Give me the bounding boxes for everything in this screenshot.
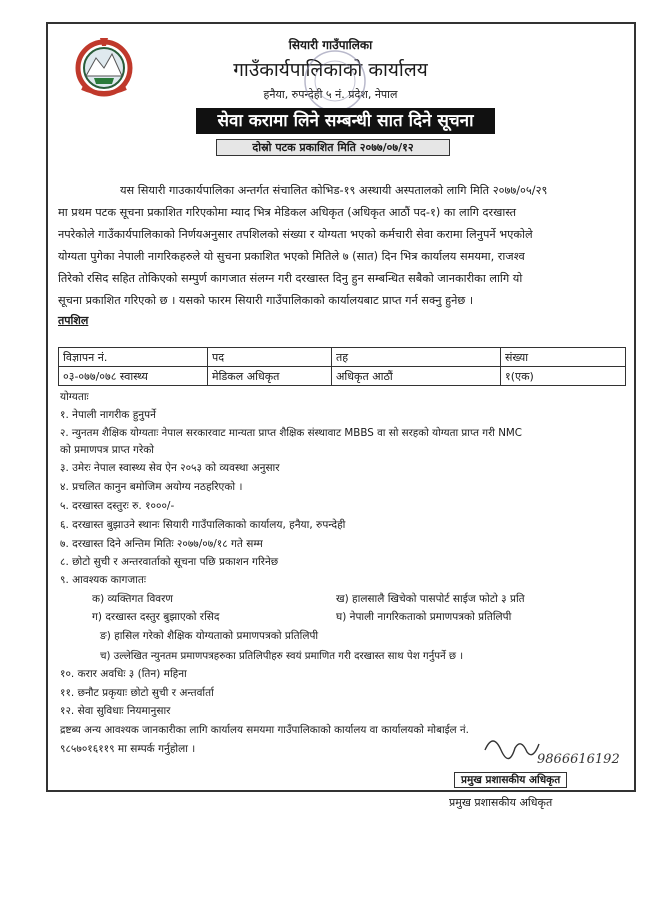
contact-note: द्रष्टब्य अन्य आवश्यक जानकारीका लागि कार्यालय समयमा गाउँपालिकाको कार्यालय वा कार्यालयको मोबाईल नं.	[60, 724, 469, 736]
qualification-item: ५. दरखास्त दस्तुरः रु. १०००/-	[60, 500, 175, 512]
table-cell: मेडिकल अधिकृत	[208, 367, 332, 386]
table-cell: अधिकृत आठौं	[332, 367, 501, 386]
table-header-cell: संख्या	[501, 348, 626, 367]
qualification-item: २. न्युनतम शैक्षिक योग्यताः नेपाल सरकारवाट मान्यता प्राप्त शैक्षिक संस्थावाट MBBS वा सो सरहको योग्यता प्राप्त गरी NMC	[60, 427, 522, 439]
body-line: यस सियारी गाउकार्यपालिका अन्तर्गत संचालित कोभिड-१९ अस्थायी अस्पतालको लागि मिति २०७७/०५/२९	[120, 184, 548, 197]
document-item: च) उल्लेखित न्युनतम प्रमाणपत्रहरुका प्रतिलिपीहरु स्वयं प्रमाणित गरी दरखास्त साथ पेश गर्नुपर्ने छ ।	[100, 651, 464, 662]
document-item: ख) हालसालै खिचेको पासपोर्ट साईज फोटो ३ प्रति	[336, 593, 525, 605]
second-publication-date: दोस्रो पटक प्रकाशित मिति २०७७/०७/१२	[216, 139, 450, 156]
table-header-row	[59, 348, 626, 367]
qualification-item: ९. आवश्यक कागजातः	[60, 574, 146, 586]
vacancy-table	[58, 347, 626, 386]
qualification-item: १२. सेवा सुविधाः नियमानुसार	[60, 705, 171, 717]
table-cell: १(एक)	[501, 367, 626, 386]
body-line: तिरेको रसिद सहित तोकिएको सम्पुर्ण कागजात संलग्न गरी दरखास्त दिनु हुन सम्बन्धित सबैको जानकारीका लागि यो	[58, 272, 523, 285]
contact-number: ९८५७०१६११९ मा सम्पर्क गर्नुहोला ।	[60, 743, 196, 755]
table-header-cell: विज्ञापन नं.	[59, 348, 208, 367]
qualification-item: १. नेपाली नागरीक हुनुपर्ने	[60, 409, 156, 421]
qualification-item: ८. छोटो सुची र अन्तरवार्ताको सूचना पछि प्रकाशन गरिनेछ	[60, 556, 279, 568]
qualification-item: ७. दरखास्त दिने अन्तिम मितिः २०७७/०७/१८ गते सम्म	[60, 538, 263, 550]
table-header-cell: तह	[332, 348, 501, 367]
table-cell: ०३-०७७/०७८ स्वास्थ्य	[59, 367, 208, 386]
table-row	[59, 367, 626, 386]
table-header-cell: पद	[208, 348, 332, 367]
qualification-item: ११. छनौट प्रकृयाः छोटो सुची र अन्तर्वार्ता	[60, 687, 214, 699]
signatory-title: प्रमुख प्रशासकीय अधिकृत	[449, 796, 553, 809]
document-item: ग) दरखास्त दस्तुर बुझाएको रसिद	[92, 611, 220, 623]
document-item: ङ) हासिल गरेको शैक्षिक योग्यताको प्रमाणपत्रको प्रतिलिपी	[100, 630, 319, 642]
qualifications-heading: योग्यताः	[60, 391, 89, 403]
qualification-item: ६. दरखास्त बुझाउने स्थानः सियारी गाउँपालिकाको कार्यालय, हनैया, रुपन्देही	[60, 519, 346, 531]
body-line: योग्यता पुगेका नेपाली नागरिकहरुले यो सुचना प्रकाशित भएको मितिले ७ (सात) दिन भित्र कार्यालय समयमा, राजश्व	[58, 250, 525, 263]
office-address: हनैया, रुपन्देही ५ नं. प्रदेश, नेपाल	[263, 88, 398, 101]
body-line: नपरेकोले गाउँकार्यपालिकाको निर्णयअनुसार तपशिलको संख्या र योग्यता भएको कर्मचारी सेवा करामा लिनुपर्ने भएकोले	[58, 228, 533, 241]
qualification-item: को प्रमाणपत्र प्राप्त गरेको	[60, 444, 155, 456]
body-line: मा प्रथम पटक सूचना प्रकाशित गरिएकोमा म्याद भित्र मेडिकल अधिकृत (अधिकृत आठौं पद-१) का लागि दरखास्त	[58, 206, 517, 219]
notice-title: सेवा करामा लिने सम्बन्धी सात दिने सूचना	[196, 108, 495, 134]
municipality-name: सियारी गाउँपालिका	[288, 38, 373, 52]
signatory-title-boxed: प्रमुख प्रशासकीय अधिकृत	[454, 772, 567, 788]
notice-body	[58, 180, 628, 312]
document-item: घ) नेपाली नागरिकताको प्रमाणपत्रको प्रतिलिपी	[336, 611, 512, 623]
office-stamp-icon	[300, 46, 370, 116]
tapasil-heading: तपशिल	[58, 314, 89, 327]
document-item: क) व्यक्तिगत विवरण	[92, 593, 174, 605]
qualification-item: १०. करार अवधिः ३ (तिन) महिना	[60, 668, 187, 680]
qualification-item: ४. प्रचलित कानुन बमोजिम अयोग्य नठहरिएको ।	[60, 481, 243, 493]
office-name: गाउँकार्यपालिकाको कार्यालय	[233, 59, 428, 81]
body-line: सूचना प्रकाशित गरिएको छ । यसको फारम सियारी गाउँपालिकाको कार्यालयबाट प्राप्त गर्न सक्नु हुनेछ ।	[58, 294, 474, 307]
handwritten-phone: 9866616192	[537, 752, 620, 767]
qualification-item: ३. उमेरः नेपाल स्वास्थ्य सेव ऐन २०५३ को व्यवस्था अनुसार	[60, 462, 280, 474]
